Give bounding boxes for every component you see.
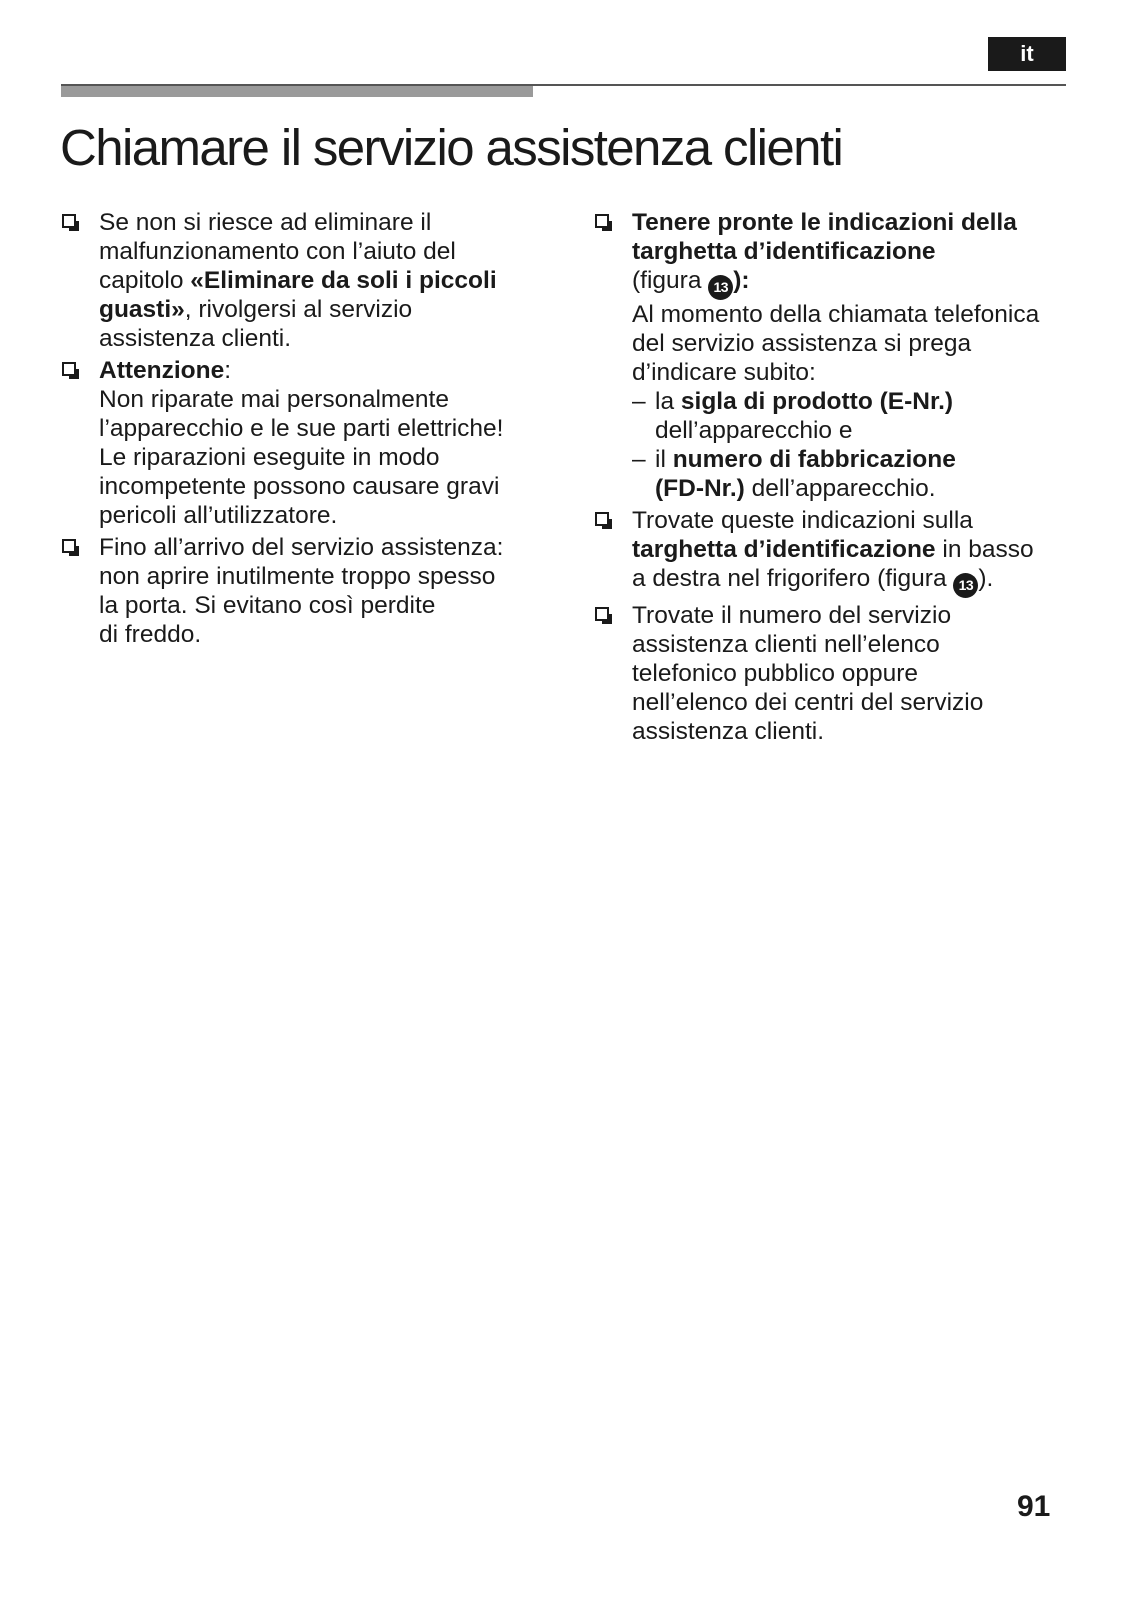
dash-bullet: –	[632, 388, 646, 415]
list-item	[595, 601, 1080, 746]
text-line: l’apparecchio e le sue parti elettriche!	[99, 415, 504, 442]
chapter-reference: guasti»	[99, 296, 185, 323]
text-line: assistenza clienti.	[99, 325, 292, 352]
header-rule-thick	[61, 86, 533, 97]
figure-reference-icon: 13	[708, 275, 733, 300]
warning-heading: Attenzione:	[99, 357, 232, 384]
text-line: guasti», rivolgersi al servizio	[99, 296, 413, 323]
right-column	[595, 208, 1080, 749]
text-line: di freddo.	[99, 621, 202, 648]
checkbox-bullet-icon	[62, 539, 76, 553]
dash-bullet: –	[632, 446, 646, 473]
list-item	[62, 533, 542, 649]
text-line: targhetta d’identificazione in basso	[632, 536, 1034, 563]
text-line: pericoli all’utilizzatore.	[99, 502, 338, 529]
page-number: 91	[1017, 1490, 1051, 1523]
checkbox-bullet-icon	[595, 512, 609, 526]
chapter-reference: «Eliminare da soli i piccoli	[190, 267, 497, 294]
text-line: Al momento della chiamata telefonica	[632, 301, 1040, 328]
text-line: Se non si riesce ad eliminare il	[99, 209, 432, 236]
left-column	[62, 208, 542, 652]
text-line: del servizio assistenza si prega	[632, 330, 972, 357]
checkbox-bullet-icon	[62, 214, 76, 228]
text-line: dell’apparecchio e	[655, 417, 853, 444]
figure-reference-icon: 13	[953, 573, 978, 598]
text-line: la porta. Si evitano così perdite	[99, 592, 436, 619]
list-item	[595, 208, 1080, 503]
page-title: Chiamare il servizio assistenza clienti	[60, 119, 843, 176]
text-line: (figura 13 ):	[632, 266, 1080, 300]
sub-list-item	[632, 445, 1080, 503]
text-line: Fino all’arrivo del servizio assistenza:	[99, 534, 504, 561]
text-line: assistenza clienti.	[632, 718, 825, 745]
text-line: capitolo «Eliminare da soli i piccoli	[99, 267, 497, 294]
list-item	[62, 356, 542, 530]
text-line: Trovate queste indicazioni sulla	[632, 507, 973, 534]
text-line: Le riparazioni eseguite in modo	[99, 444, 440, 471]
text-line: il numero di fabbricazione	[655, 446, 956, 473]
text-line: a destra nel frigorifero (figura 13 ).	[632, 564, 1080, 598]
text-line: non aprire inutilmente troppo spesso	[99, 563, 496, 590]
list-item	[595, 506, 1080, 598]
text-line: (FD-Nr.) dell’apparecchio.	[655, 475, 936, 502]
text-line: incompetente possono causare gravi	[99, 473, 500, 500]
text-line: d’indicare subito:	[632, 359, 816, 386]
text-line: nell’elenco dei centri del servizio	[632, 689, 984, 716]
checkbox-bullet-icon	[595, 214, 609, 228]
item-heading: targhetta d’identificazione	[632, 238, 936, 265]
list-item	[62, 208, 542, 353]
text-line: malfunzionamento con l’aiuto del	[99, 238, 456, 265]
checkbox-bullet-icon	[62, 362, 76, 376]
text-line: assistenza clienti nell’elenco	[632, 631, 940, 658]
language-badge: it	[988, 37, 1066, 71]
sub-list-item	[632, 387, 1080, 445]
checkbox-bullet-icon	[595, 607, 609, 621]
text-line: Trovate il numero del servizio	[632, 602, 952, 629]
text-line: Non riparate mai personalmente	[99, 386, 449, 413]
item-heading: Tenere pronte le indicazioni della	[632, 209, 1017, 236]
text-line: la sigla di prodotto (E-Nr.)	[655, 388, 954, 415]
text-line: telefonico pubblico oppure	[632, 660, 919, 687]
